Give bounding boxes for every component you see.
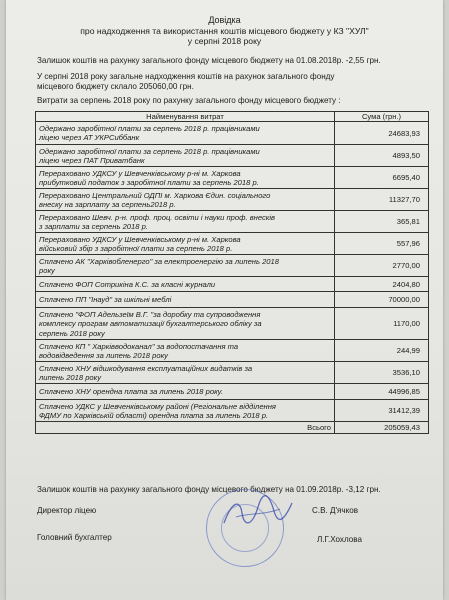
- expense-amount: 365,81: [335, 211, 429, 233]
- expense-name: Перераховано Центральний ОДПІ м. Харкова Єдин. соціального внеску на зарплату за серпень2018 р.: [36, 189, 335, 211]
- table-row: [36, 340, 429, 362]
- table-row: [36, 189, 429, 211]
- expense-name: Сплачено АК "Харківобленерго" за електроенергію за липень 2018 року: [36, 255, 335, 277]
- expense-name: Перераховано УДКСУ у Шевченківському р-ні м. Харкова прибутковий податок з заробітної плати за серпень 2018 р.: [36, 167, 335, 189]
- expense-name: Сплачено ПП "Інауд" за шкільні меблі: [36, 292, 335, 308]
- expense-name: Перераховано Шевч. р-н. проф. проц. освіти і науки проф. внесків з зарплати за серпень 2018 р.: [36, 211, 335, 233]
- accountant-title: Головний бухгалтер: [37, 533, 112, 542]
- table-total-row: [36, 422, 429, 434]
- table-row: [36, 277, 429, 292]
- table-row: [36, 167, 429, 189]
- expense-name: Сплачено "ФОП Адельзеїм В.Г. "за доробку та супроводження комплексу програм автоматизації бухгалтерського обліку за серпень 2018 року: [36, 308, 335, 340]
- document-subtitle-line1: про надходження та використання коштів місцевого бюджету у КЗ "ХУЛ": [80, 26, 369, 36]
- expense-amount: 44996,85: [335, 384, 429, 400]
- table-row: [36, 384, 429, 400]
- table-row: [36, 122, 429, 145]
- income-line1: У серпні 2018 року загальне надходження коштів на рахунок загального фонду: [37, 72, 335, 81]
- expenses-heading: Витрати за серпень 2018 року по рахунку загального фонду місцевого бюджету :: [37, 96, 341, 105]
- expense-name: Одержано заробітної плати за серпень 2018 р. працівниками ліцею через ПАТ Приватбанк: [36, 145, 335, 167]
- expense-amount: 2404,80: [335, 277, 429, 292]
- expense-amount: 11327,70: [335, 189, 429, 211]
- expense-amount: 3536,10: [335, 362, 429, 384]
- expense-name: Одержано заробітної плати за серпень 2018 р. працівниками ліцею через АТ УКРСиббанк: [36, 122, 335, 145]
- signature: [218, 493, 298, 533]
- expense-amount: 557,96: [335, 233, 429, 255]
- document-subtitle-line2: у серпні 2018 року: [187, 36, 262, 46]
- column-header-name: Найменування витрат: [36, 112, 335, 122]
- table-row: [36, 233, 429, 255]
- table-header-row: [36, 112, 429, 122]
- table-row: [36, 292, 429, 308]
- expense-amount: 2770,00: [335, 255, 429, 277]
- expense-name: Перераховано УДКСУ у Шевченківському р-ні м. Харкова військовий збір з заробітної плати за серпень 2018 р.: [36, 233, 335, 255]
- expense-name: Сплачено ФОП Сотрикіна К.С. за класні журнали: [36, 277, 335, 292]
- expense-amount: 70000,00: [335, 292, 429, 308]
- opening-balance: Залишок коштів на рахунку загального фонду місцевого бюджету на 01.08.2018р. -2,55 грн.: [37, 56, 381, 65]
- expense-amount: 4893,50: [335, 145, 429, 167]
- income-line2: місцевого бюджету склало 205060,00 грн.: [37, 82, 194, 91]
- expense-amount: 6695,40: [335, 167, 429, 189]
- director-title: Директор ліцею: [37, 506, 97, 515]
- expense-name: Сплачено ХНУ відшкодування експлуатаційних видатків за липень 2018 року: [36, 362, 335, 384]
- column-header-amount: Сума (грн.): [335, 112, 429, 122]
- expense-amount: 31412,39: [335, 400, 429, 422]
- table-row: [36, 255, 429, 277]
- total-label: Всього: [36, 422, 335, 434]
- table-row: [36, 145, 429, 167]
- expense-amount: 244,99: [335, 340, 429, 362]
- total-amount: 205059,43: [335, 422, 429, 434]
- table-row: [36, 362, 429, 384]
- expense-amount: 24683,93: [335, 122, 429, 145]
- document-title: Довідка: [208, 15, 241, 25]
- expense-name: Сплачено КП " Харківводоканал" за водопостачання та водовідведення за липень 2018 року: [36, 340, 335, 362]
- director-name: С.В. Д'ячков: [312, 506, 359, 515]
- expenses-table: [35, 111, 429, 434]
- document-page: [6, 0, 443, 600]
- table-row: [36, 211, 429, 233]
- expense-amount: 1170,00: [335, 308, 429, 340]
- table-row: [36, 308, 429, 340]
- expense-name: Сплачено УДКС у Шевченківському районі (Регіональне відділення ФДМУ по Харківській області) орендна плата за липень 2018 р.: [36, 400, 335, 422]
- table-row: [36, 400, 429, 422]
- expense-name: Сплачено ХНУ орендна плата за липень 2018 року.: [36, 384, 335, 400]
- closing-balance: Залишок коштів на рахунку загального фонду місцевого бюджету на 01.09.2018р. -3,12 грн.: [37, 485, 381, 494]
- accountant-name: Л.Г.Хохлова: [317, 535, 362, 544]
